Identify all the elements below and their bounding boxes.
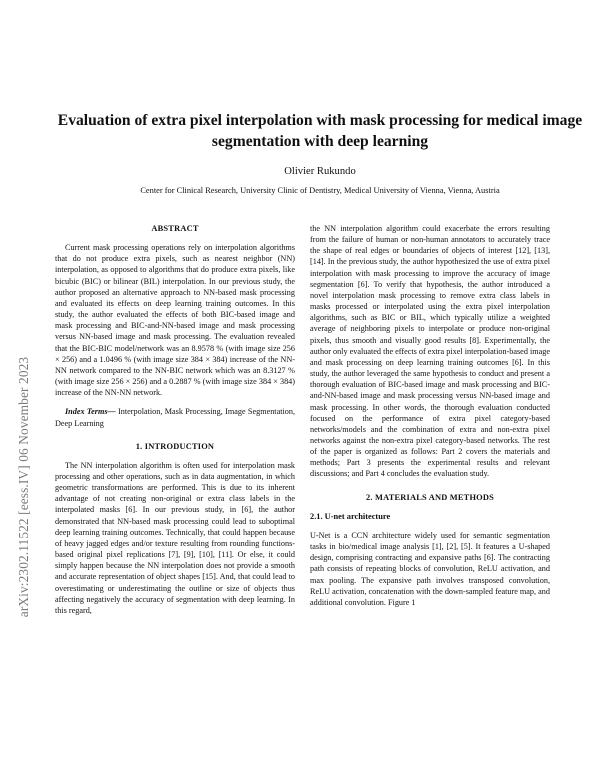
introduction-body-part2: the NN interpolation algorithm could exacerbate the errors resulting from the failure of human or non-human annotators to accurately trace the shape of real edges or boundaries of objects of interest [12], [13], [14]. In the previous study, the author hypothesized the use of extra pixel interpolation with mask processing to improve the accuracy of image segmentation [6]. To verify that hypothesis, the author introduced a novel interpolation mask processing to remove extra class labels in masks processed or interpolated using the extra pixel interpolation algorithms, such as BIC or BIL, which typically utilize a weighted average of neighboring pixels to interpolate or produce non-original pixels, thus smooth and visually good results [8]. Experimentally, the author only evaluated the effects of extra pixel interpolation-based image and mask processing on deep learning training outcomes [6]. In this study, the author leveraged the same hypothesis to conduct and present a thorough evaluation of BIC-based image and mask processing and BIC-and-NN-based image and mask processing versus NN-based image and mask processing. In other words, the thorough evaluation conducted focused on the performance of extra pixel category-based networks/models and the combination of extra and non-extra pixel networks against the non-extra pixel category-based networks. The rest of the paper is organized as follows: Part 2 covers the materials and methods; Part 3 presents the experimental results and relevant discussions; and Part 4 concludes the evaluation study. xyxy=(310,224,550,479)
left-column xyxy=(55,223,295,616)
right-column xyxy=(310,223,550,608)
introduction-heading: 1. INTRODUCTION xyxy=(135,441,215,451)
index-terms-label: Index Terms— xyxy=(65,407,116,417)
materials-methods-heading: 2. MATERIALS AND METHODS xyxy=(366,492,494,502)
unet-subheading: 2.1. U-net architecture xyxy=(310,511,391,521)
arxiv-identifier-stamp xyxy=(14,322,34,652)
unet-body: U-Net is a CCN architecture widely used for semantic segmentation tasks in bio/medical image analysis [1], [2], [5]. It features a U-shaped design, comprising contracting and expansive paths [6]. The contracting path consists of repeating blocks of convolution, ReLU activation, and max pooling. The expansive path involves transposed convolution, ReLU activation, concatenation with the down-sampled feature map, and additional convolution. Figure 1 xyxy=(310,530,550,607)
abstract-heading: ABSTRACT xyxy=(151,224,199,233)
author-name: Olivier Rukundo xyxy=(284,166,356,177)
paper-title: Evaluation of extra pixel interpolation with mask processing for medical image segmentation with deep learning xyxy=(57,112,583,150)
author-affiliation: Center for Clinical Research, University Clinic of Dentistry, Medical University of Vienna, Vienna, Austria xyxy=(140,186,500,195)
index-terms xyxy=(55,406,295,428)
abstract-body: Current mask processing operations rely on interpolation algorithms that do not produce extra pixels, such as nearest neighbor (NN) interpolation, as opposed to algorithms that do produce extra pixels, like bicubic (BIC) or bilinear (BIL) interpolation. In our previous study, the author proposed an alternative approach to NN-based mask processing and evaluated its effects on deep learning training outcomes. In this study, the author evaluated the effects of both BIC-based image and mask processing and BIC-and-NN-based image and mask processing versus NN-based image and mask processing. The evaluation revealed that the BIC-BIC model/network was an 8.9578 % (with image size 256 × 256) and a 1.0496 % (with image size 384 × 384) increase of the NN-NN network compared to the NN-BIC network which was an 8.3127 % (with image size 256 × 256) and a 0.2887 % (with image size 384 × 384) increase of the NN-NN network. xyxy=(55,243,295,398)
index-terms-text: Interpolation, Mask Processing, Image Segmentation, Deep Learning xyxy=(55,407,295,428)
introduction-body-part1: The NN interpolation algorithm is often used for interpolation mask processing and other operations, such as in data augmentation, in which geometric transformations are performed. This is due to its inherent advantage of not creating non-original or extra class labels in the interpolated masks [6]. In our previous study, in [6], the author demonstrated that NN-based mask processing could lead to suboptimal deep learning training outcomes. Technically, that could happen because of heavy jagged edges and/or texture resulting from rounding functions-based original pixel replications [7], [9], [10], [11]. Or else, it could simply happen because the NN interpolation does not provide a smooth and accurate representation of object shapes [15]. And, that could lead to overestimating or underestimating the outline or size of objects thus affecting negatively the accuracy of segmentation with deep learning. In this regard, xyxy=(55,460,295,615)
arxiv-identifier-text: arXiv:2302.11522 [eess.IV] 06 November 2023 xyxy=(16,356,31,618)
